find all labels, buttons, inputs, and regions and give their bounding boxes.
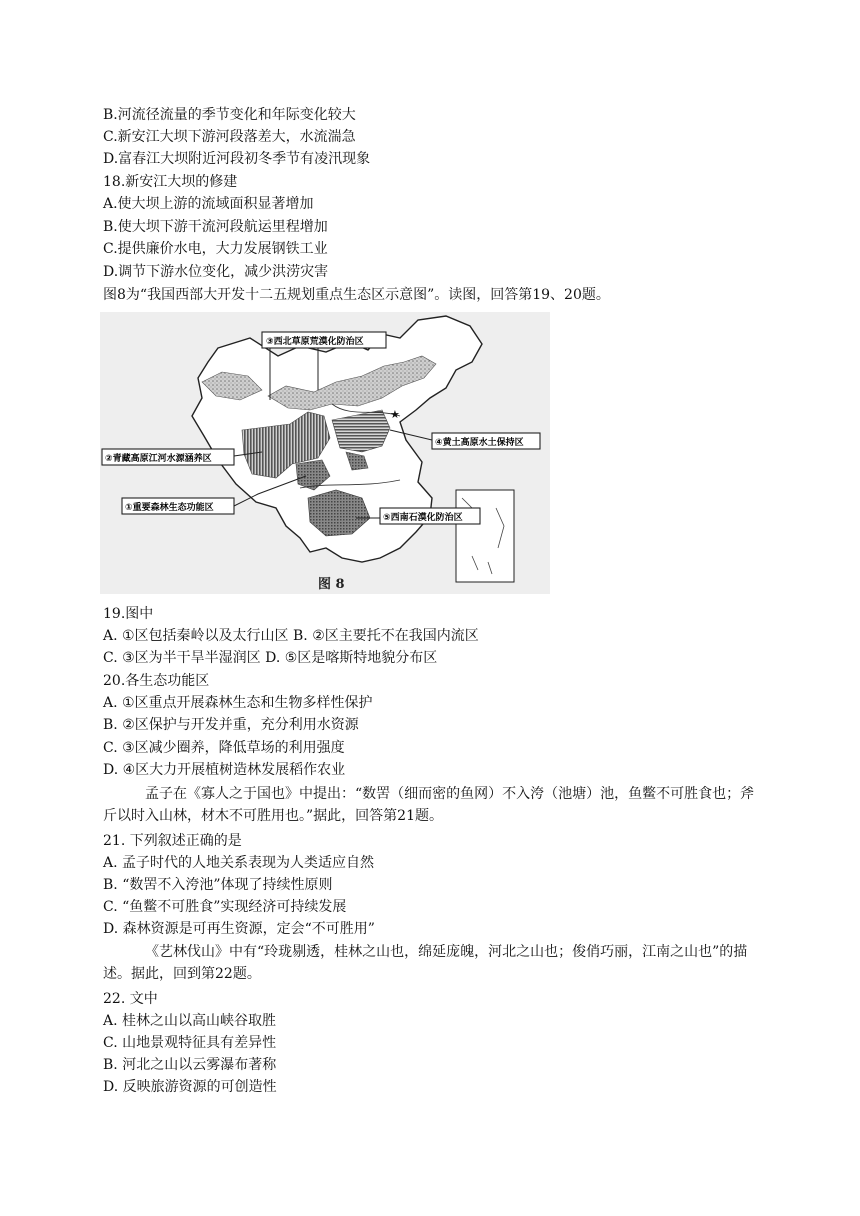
label-zone-5: ⑤西南石漠化防治区: [383, 513, 463, 523]
south-china-sea-inset: [456, 490, 514, 582]
q18-option-c: C.提供廉价水电，大力发展钢铁工业: [103, 241, 328, 257]
q20-option-a: A. ①区重点开展森林生态和生物多样性保护: [103, 695, 373, 711]
q19-stem: 19.图中: [103, 606, 154, 622]
label-zone-1: ①重要森林生态功能区: [125, 503, 214, 513]
passage-22: 《艺林伐山》中有“玲珑剔透，桂林之山也，绵延庞魄，河北之山也；俊俏巧丽，江南之山也”的描述。据此，回到第22题。: [103, 944, 748, 982]
label-zone-2: ②青藏高原江河水源涵养区: [105, 454, 212, 464]
q20-option-b: B. ②区保护与开发并重，充分利用水资源: [103, 717, 359, 733]
q22-option-d: D. 反映旅游资源的可创造性: [103, 1079, 277, 1095]
q20-option-c: C. ③区减少圈养，降低草场的利用强度: [103, 740, 345, 756]
figure-caption: 图 8: [318, 577, 345, 592]
q19-options-ab: A. ①区包括秦岭以及太行山区 B. ②区主要托不在我国内流区: [103, 628, 479, 644]
label-zone-3: ③西北草原荒漠化防治区: [266, 337, 364, 347]
q22-option-a: A. 桂林之山以高山峡谷取胜: [103, 1013, 277, 1029]
q22-option-b: B. 河北之山以云雾瀑布著称: [103, 1057, 277, 1073]
q18-option-b: B.使大坝下游干流河段航运里程增加: [103, 219, 328, 235]
q20-option-d: D. ④区大力开展植树造林发展稻作农业: [103, 762, 346, 778]
ecological-zones-map: [100, 312, 550, 594]
q17-option-b: B.河流径流量的季节变化和年际变化较大: [103, 107, 356, 123]
q17-option-c: C.新安江大坝下游河段落差大，水流湍急: [103, 129, 356, 145]
q21-stem: 21. 下列叙述正确的是: [103, 833, 242, 849]
q18-option-d: D.调节下游水位变化，减少洪涝灾害: [103, 264, 329, 280]
figure-intro: 图8为“我国西部大开发十二五规划重点生态区示意图”。读图，回答第19、20题。: [103, 287, 610, 303]
label-zone-4: ④黄土高原水土保持区: [435, 438, 524, 448]
q17-option-d: D.富春江大坝附近河段初冬季节有凌汛现象: [103, 151, 371, 167]
q18-option-a: A.使大坝上游的流域面积显著增加: [103, 196, 314, 212]
q22-stem: 22. 文中: [103, 991, 158, 1007]
q19-options-cd: C. ③区为半干旱半湿润区 D. ⑤区是喀斯特地貌分布区: [103, 650, 438, 666]
q21-option-a: A. 孟子时代的人地关系表现为人类适应自然: [103, 855, 375, 871]
capital-star-icon: ★: [390, 408, 400, 421]
q18-stem: 18.新安江大坝的修建: [103, 174, 238, 190]
q21-option-b: B. “数罟不入洿池”体现了持续性原则: [103, 877, 333, 893]
passage-21: 孟子在《寡人之于国也》中提出：“数罟（细而密的鱼网）不入洿（池塘）池，鱼鳖不可胜食也；斧斤以时入山林，材木不可胜用也。”据此，回答第21题。: [103, 786, 755, 824]
q20-stem: 20.各生态功能区: [103, 673, 210, 689]
q21-option-d: D. 森林资源是可再生资源，定会“不可胜用”: [103, 921, 375, 937]
q21-option-c: C. “鱼鳖不可胜食”实现经济可持续发展: [103, 899, 347, 915]
q22-option-c: C. 山地景观特征具有差异性: [103, 1035, 277, 1051]
